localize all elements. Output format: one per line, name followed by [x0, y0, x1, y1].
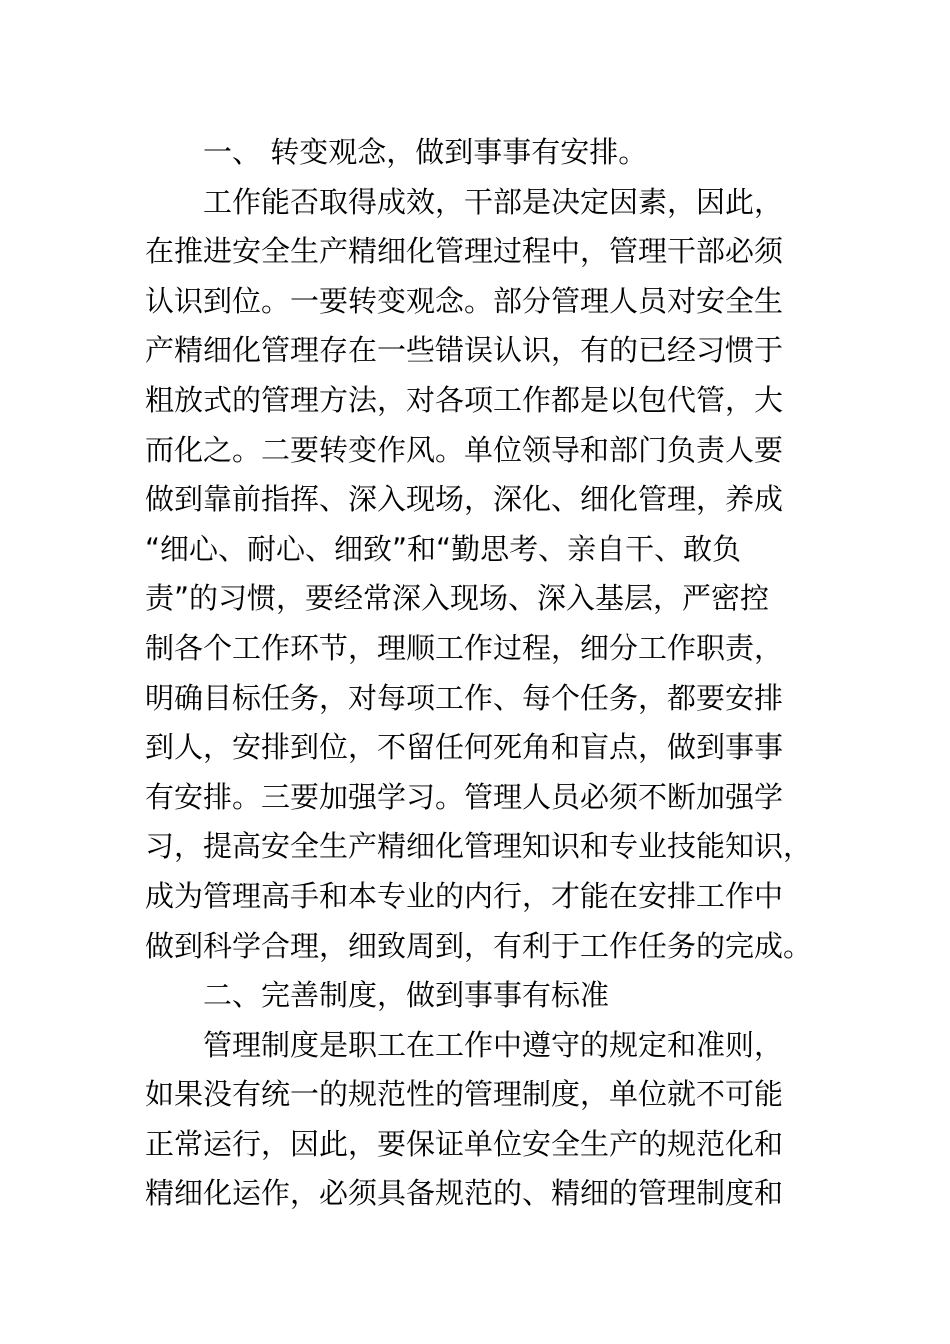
- paragraph-line: 做到靠前指挥、深入现场，深化、细化管理，养成: [145, 482, 784, 517]
- paragraph-line: 如果没有统一的规范性的管理制度，单位就不可能: [145, 1077, 784, 1112]
- paragraph-line: 精细化运作，必须具备规范的、精细的管理制度和: [145, 1176, 784, 1211]
- section-heading-1: 一、 转变观念，做到事事有安排。: [203, 135, 648, 169]
- paragraph-line: 制各个工作环节，理顺工作过程，细分工作职责，: [145, 630, 784, 665]
- paragraph-line: 粗放式的管理方法，对各项工作都是以包代管，大: [145, 382, 784, 417]
- paragraph-line: “细心、耐心、细致”和“勤思考、亲自干、敢负: [145, 531, 742, 566]
- section-heading-2: 二、完善制度，做到事事有标准: [203, 978, 610, 1013]
- paragraph-line: 责”的习惯，要经常深入现场、深入基层，严密控: [145, 581, 770, 616]
- paragraph-line: 认识到位。一要转变观念。部分管理人员对安全生: [145, 283, 784, 318]
- paragraph-line: 而化之。二要转变作风。单位领导和部门负责人要: [145, 432, 784, 467]
- paragraph-line: 管理制度是职工在工作中遵守的规定和准则，: [203, 1027, 784, 1062]
- paragraph-line: 有安排。三要加强学习。管理人员必须不断加强学: [145, 779, 784, 814]
- paragraph-line: 习，提高安全生产精细化管理知识和专业技能知识，: [145, 829, 813, 864]
- paragraph-line: 成为管理高手和本专业的内行，才能在安排工作中: [145, 878, 784, 913]
- document-body: [145, 128, 813, 1219]
- paragraph-line: 正常运行，因此，要保证单位安全生产的规范化和: [145, 1126, 784, 1161]
- paragraph-line: 产精细化管理存在一些错误认识，有的已经习惯于: [145, 333, 784, 368]
- paragraph-line: 在推进安全生产精细化管理过程中，管理干部必须: [145, 234, 784, 269]
- paragraph-line: 到人，安排到位，不留任何死角和盲点，做到事事: [145, 730, 784, 765]
- paragraph-line: 做到科学合理，细致周到，有利于工作任务的完成。: [145, 928, 813, 963]
- paragraph-line: 明确目标任务，对每项工作、每个任务，都要安排: [145, 680, 784, 715]
- paragraph-line: 工作能否取得成效，干部是决定因素，因此，: [203, 184, 784, 219]
